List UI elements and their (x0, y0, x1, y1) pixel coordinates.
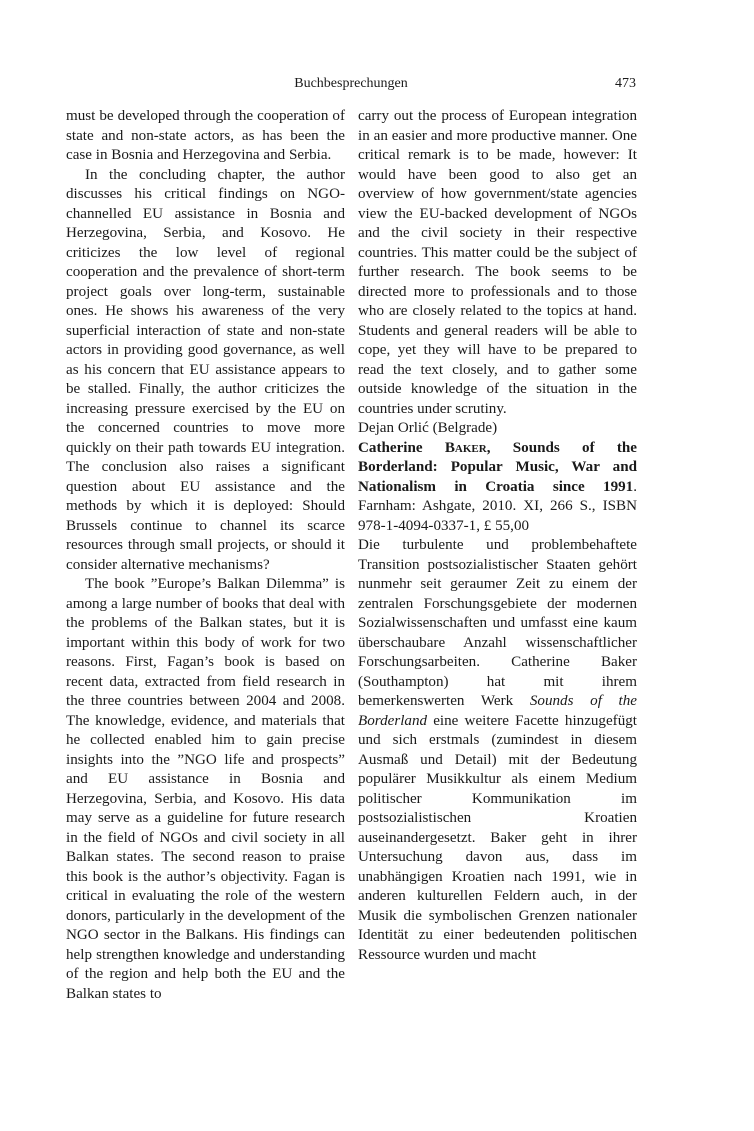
page-number: 473 (615, 76, 636, 91)
review-author-last: Baker (444, 439, 487, 456)
right-column (358, 107, 637, 965)
paragraph: The book ”Europe’s Balkan Dilemma” is among a large number of books that deal with the problems of the Balkan states, but it is important within this body of work for two reasons. First, Fagan’s book is based on recent data, extracted from field research in the three countries between 2004 and 2008. The knowledge, evidence, and materials that he collected enabled him to gain precise insights into the ”NGO life and prospects” and EU assistance in Bosnia and Herzegovina, Serbia, and Kosovo. His data may serve as a guideline for future research in the field of NGOs and civil society in all Balkan states. The second reason to praise this book is the author’s objectivity. Fagan is critical in evaluating the role of the western donors, particularly in the development of the NGO sector in the Balkans. His findings can help strengthen knowledge and understanding of the region and help both the EU and the Balkan states to (66, 576, 345, 1002)
paragraph: carry out the process of European integration in an easier and more productive manner. One critical remark is to be made, however: It would have been good to also get an overview of how government/state agencies view the EU-backed development of NGOs and the civil society in their respective countries. This matter could be the subject of further research. The book seems to be directed more to professionals and to those who are closely related to the topics at hand. Students and general readers will be able to cope, yet they will have to be prepared to read the text closely, and to gather some outside knowledge of the situation in the countries under scrutiny. (358, 108, 637, 417)
paragraph: must be developed through the cooperation of state and non-state actors, as has been the case in Bosnia and Herzegovina and Serbia. (66, 108, 345, 163)
review-text (358, 536, 637, 965)
review-text-part: eine weitere Facette hinzugefügt und sich erstmals (zumindest in diesem Ausmaß und Detail) mit der Bedeutung populärer Musikkultur als einem Medium politischer Kommunikation im postsozialistischen Kroatien auseinandergesetzt. Baker geht in ihrer Untersuchung davon aus, dass im unabhängigen Kroatien nach 1991, wie in anderen kulturellen Feldern auch, in der Musik die symbolischen Grenzen nationaler Identität zu einer bedeutenden politischen Ressource wurden und macht (358, 712, 637, 963)
review-publication-info: . Farnham: Ashgate, 2010. XI, 266 S., ISBN 978-1-4094-0337-1, £ 55,00 (358, 478, 637, 534)
paragraph: In the concluding chapter, the author discusses his critical findings on NGO-channelled EU assistance in Bosnia and Herzegovina, Serbia, and Kosovo. He criticizes the low level of regional cooperation and the prevalence of short-term project goals over long-term, sustainable ones. He shows his awareness of the very superficial interaction of state and non-state actors in providing good governance, as well as his concern that EU assistance appears to be stalled. Finally, the author criticizes the increasing pressure exercised by the EU on the concerned countries to move more quickly on their path towards EU integration. The conclusion also raises a significant question about EU assistance and the methods by which it is deployed: Should Brussels continue to channel its scarce resources through small projects, or should it consider alternative mechanisms? (66, 166, 345, 573)
review-book-title: , Sounds of the Borderland: Popular Music, War and Nationalism in Croatia since 1991 (358, 439, 637, 495)
review-heading (358, 439, 637, 537)
reviewer-signature: Dejan Orlić (Belgrade) (358, 420, 498, 436)
left-column (66, 107, 345, 1004)
review-text-part: Die turbulente und problembehaftete Transition postsozialistischer Staaten gehört nunmehr seit geraumer Zeit zu einem der zentralen Forschungsgebiete der modernen Sozialwissenschaften und umfasst eine kaum überschaubare Anzahl wissenschaftlicher Forschungsarbeiten. Catherine Baker (Southampton) hat mit ihrem bemerkenswerten Werk (358, 537, 637, 709)
review-author-first: Catherine (358, 439, 423, 456)
section-title: Buchbesprechungen (294, 76, 408, 91)
book-title-italic: Sounds of the Borderland (358, 693, 637, 729)
running-header (66, 76, 636, 96)
